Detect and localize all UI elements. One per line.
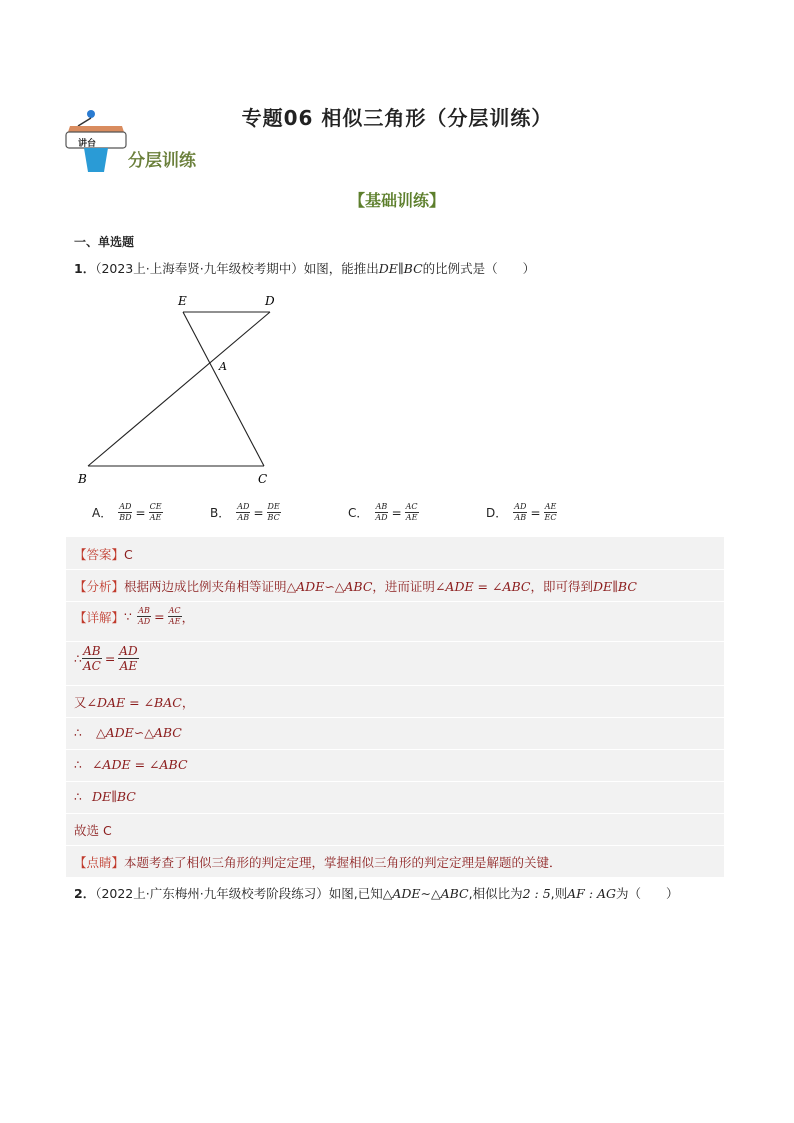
step-math: DE∥BC xyxy=(91,789,136,804)
step-6 xyxy=(74,821,112,839)
frac-num: AB xyxy=(83,644,101,658)
analysis-text: ，即可得到 xyxy=(530,579,594,594)
step-1: ∴ $\frac{AB}{AC}$ = $\frac{AD}{AE}$ xyxy=(74,644,138,673)
part-heading: 一、单选题 xyxy=(74,235,135,249)
choose-text: 故选 C xyxy=(74,823,112,838)
frac-num: AE xyxy=(544,502,557,511)
option-a[interactable]: A． $\frac{AD}{BD}$ = $\frac{CE}{AE}$ xyxy=(92,502,162,522)
option-b-label: B． xyxy=(210,506,231,520)
frac-num: AB xyxy=(375,502,388,511)
analysis-text: 根据两边成比例夹角相等证明 xyxy=(124,579,287,594)
frac-num: AD xyxy=(237,502,250,511)
divider xyxy=(66,601,724,602)
option-a-label: A． xyxy=(92,506,113,520)
frac-den: AE xyxy=(168,617,181,626)
analysis-tag: 【分析】 xyxy=(74,579,125,594)
analysis-math: ∠ADE = ∠ABC xyxy=(434,578,531,594)
option-d-label: D． xyxy=(486,506,508,520)
divider xyxy=(66,717,724,718)
divider xyxy=(66,845,724,846)
step-math: ∠DAE = ∠BAC xyxy=(86,694,182,710)
divider xyxy=(66,813,724,814)
detail-comma: ， xyxy=(181,609,195,625)
frac-num: DE xyxy=(267,502,280,511)
label-C: C xyxy=(258,472,268,486)
frac-den: AE xyxy=(405,513,418,522)
frac-num: AD xyxy=(514,502,527,511)
frac-den: EC xyxy=(544,513,557,522)
option-b[interactable]: B． $\frac{AD}{AB}$ = $\frac{DE}{BC}$ xyxy=(210,502,280,522)
comment-line xyxy=(74,853,562,871)
frac-den: AB xyxy=(514,513,527,522)
frac-den: AE xyxy=(119,659,138,673)
frac-num: AC xyxy=(405,502,418,511)
therefore-symbol: ∴ xyxy=(74,651,82,666)
step-math: △ADE∽△ABC xyxy=(95,725,182,740)
detail-tag: 【详解】 xyxy=(74,609,125,625)
divider xyxy=(66,685,724,686)
q2-text: 如图,已知 xyxy=(328,886,383,901)
frac-num: AB xyxy=(138,606,150,615)
comment-text: 本题考查了相似三角形的判定定理，掌握相似三角形的判定定理是解题的关键． xyxy=(124,855,562,870)
divider xyxy=(66,749,724,750)
because-symbol: ∵ xyxy=(124,609,132,624)
question-2 xyxy=(74,884,679,902)
question-1 xyxy=(74,259,535,277)
option-c[interactable]: C． $\frac{AB}{AD}$ = $\frac{AC}{AE}$ xyxy=(348,502,418,522)
step-4 xyxy=(74,757,188,772)
divider xyxy=(66,781,724,782)
option-d[interactable]: D． $\frac{AD}{AB}$ = $\frac{AE}{EC}$ xyxy=(486,502,557,522)
step-math: ∠ADE = ∠ABC xyxy=(91,757,188,772)
frac-den: BC xyxy=(267,513,280,522)
section-heading: 【基础训练】 xyxy=(348,191,445,210)
segment-db xyxy=(88,312,270,466)
label-B: B xyxy=(78,472,87,486)
label-A: A xyxy=(219,360,227,373)
q2-math: △ADE∼△ABC xyxy=(382,886,469,901)
q2-math: 2 : 5 xyxy=(522,886,551,901)
comment-tag: 【点睛】 xyxy=(74,855,125,870)
frac-den: AD xyxy=(137,617,151,626)
frac-num: CE xyxy=(149,502,162,511)
step-3 xyxy=(74,725,182,740)
step-text: ， xyxy=(181,695,195,710)
page-title: 专题06 相似三角形（分层训练） xyxy=(241,106,553,130)
analysis-math: △ADE∽△ABC xyxy=(286,578,373,594)
step-text: 又 xyxy=(74,695,87,710)
answer-line xyxy=(74,545,133,563)
q1-stem-b: 的比例式是（ ） xyxy=(422,261,536,276)
label-E: E xyxy=(178,294,187,308)
logo-label: 讲台 xyxy=(78,139,97,149)
q2-math: AF : AG xyxy=(567,886,617,901)
subtitle: 分层训练 xyxy=(128,151,196,171)
frac-num: AC xyxy=(168,606,181,615)
option-c-label: C． xyxy=(348,506,369,520)
analysis-math: DE∥BC xyxy=(593,578,637,594)
analysis-text: ，进而证明 xyxy=(372,579,435,594)
frac-den: AB xyxy=(237,513,250,522)
therefore-symbol: ∴ xyxy=(74,789,82,804)
label-D: D xyxy=(265,294,275,308)
divider xyxy=(66,569,724,570)
segment-ec xyxy=(183,312,264,466)
q2-text: 为（ ） xyxy=(616,886,679,901)
therefore-symbol: ∴ xyxy=(74,725,82,740)
step-5 xyxy=(74,789,136,804)
q2-number: 2． xyxy=(74,886,96,901)
detail-line: 【详解】 ∵ $\frac{AB}{AD}$ = $\frac{AC}{AE}$ ， xyxy=(74,606,195,626)
answer-value: C xyxy=(124,546,133,562)
q1-stem-a: 如图，能推出 xyxy=(303,261,379,276)
frac-den: AD xyxy=(375,513,388,522)
q2-text: ,相似比为 xyxy=(468,886,523,901)
frac-den: AC xyxy=(82,659,101,673)
frac-num: AD xyxy=(119,644,138,658)
q1-number: 1． xyxy=(74,261,96,276)
q1-figure xyxy=(74,290,294,494)
q1-source: （2023上·上海奉贤·九年级校考期中） xyxy=(95,261,304,276)
q2-text: ,则 xyxy=(550,886,568,901)
q2-source: （2022上·广东梅州·九年级校考阶段练习） xyxy=(95,886,329,901)
therefore-symbol: ∴ xyxy=(74,757,82,772)
divider xyxy=(66,641,724,642)
step-2 xyxy=(74,693,194,711)
answer-tag: 【答案】 xyxy=(74,547,125,562)
q1-stem-math: DE∥BC xyxy=(378,261,423,276)
analysis-line xyxy=(74,577,637,595)
frac-den: BD xyxy=(119,513,132,522)
frac-num: AD xyxy=(119,502,132,511)
frac-den: AE xyxy=(149,513,162,522)
